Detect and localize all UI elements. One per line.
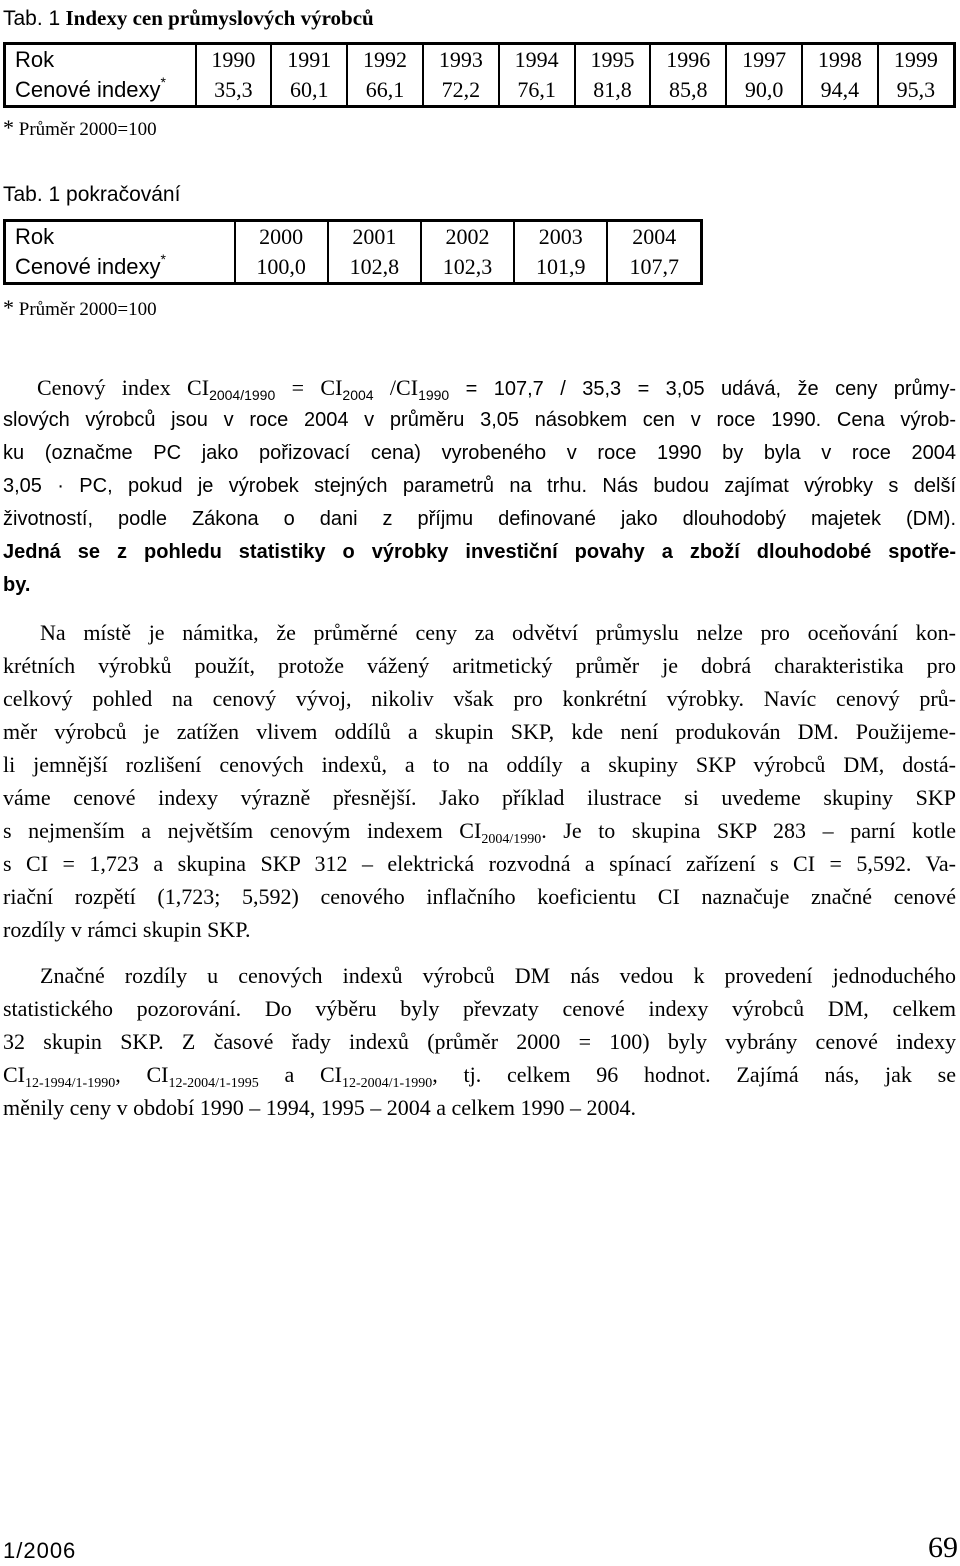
text-line: krétních výrobků použít, protože vážený aritmetický průměr je dobrá charakteristika pro (3, 653, 956, 678)
text-line: s CI = 1,723 a skupina SKP 312 – elektrická rozvodná a spínací zařízení s CI = 5,592. Va- (3, 851, 956, 876)
table1 (3, 42, 956, 108)
table1-row-index (5, 75, 955, 107)
table2-row-index (5, 252, 702, 284)
table2-cell: 2002 (421, 221, 514, 253)
text-line: slových výrobců jsou v roce 2004 v průměru 3,05 násobkem cen v roce 1990. Cena výrob- (3, 409, 956, 431)
table1-cell: 85,8 (650, 75, 726, 107)
text-line: statistického pozorování. Do výběru byly převzaty cenové indexy výrobců DM, celkem (3, 996, 956, 1021)
table1-caption-title: Indexy cen průmyslových výrobců (65, 6, 374, 30)
table2-note: * Průměr 2000=100 (3, 295, 157, 320)
text-line: 32 skupin SKP. Z časové řady indexů (průměr 2000 = 100) byly vybrány cenové indexy (3, 1029, 956, 1054)
table2-cell: 2004 (607, 221, 701, 253)
table1-cell: 1991 (271, 44, 347, 76)
table1-cell: 1998 (802, 44, 878, 76)
table1-cell: 81,8 (575, 75, 651, 107)
table2-cell: 102,3 (421, 252, 514, 284)
issue-number: 1/2006 (3, 1538, 77, 1563)
table1-cell: 1999 (878, 44, 955, 76)
text-line: měnily ceny v období 1990 – 1994, 1995 – 2004 a celkem 1990 – 2004. (3, 1095, 637, 1120)
text-line: li jemnější rozlišení cenových indexů, a to na oddíly a skupiny SKP výrobců DM, dostá- (3, 752, 956, 777)
text-line: Jedná se z pohledu statistiky o výrobky investiční povahy a zboží dlouhodobé spotře- (3, 541, 956, 563)
table1-cell: 94,4 (802, 75, 878, 107)
paragraph-2 (3, 616, 956, 946)
text-line: ku (označme PC jako pořizovací cena) vyrobeného v roce 1990 by byla v roce 2004 (3, 442, 956, 464)
paragraph-1 (3, 371, 956, 602)
table1-row-label: Rok (15, 47, 55, 72)
text-line: $CI_{12-1994/1-1990}$, $CI_{12-2004/1-1995}$ a $CI_{12-2004/1-1990}$, tj. celkem 96 hodnot. Zajímá nás, jak se (3, 1062, 956, 1091)
table1-cell: 35,3 (196, 75, 272, 107)
table1-cell: 1993 (423, 44, 499, 76)
table1-caption-prefix: Tab. 1 (3, 7, 61, 30)
text-line: měr výrobců je zatížen vlivem oddílů a skupin SKP, kde není produkován DM. Použijeme- (3, 719, 956, 744)
table2-cell: 100,0 (235, 252, 328, 284)
table1-cell: 1992 (347, 44, 423, 76)
table1-cell: 60,1 (271, 75, 347, 107)
table2 (3, 219, 703, 285)
page-number: 69 (928, 1531, 958, 1564)
table1-cell: 1990 (196, 44, 272, 76)
table2-cell: 102,8 (328, 252, 421, 284)
table1-cell: 95,3 (878, 75, 955, 107)
table2-row-label: Rok (15, 224, 55, 249)
table2-cell: 107,7 (607, 252, 701, 284)
table1-cell: 90,0 (726, 75, 802, 107)
table2-row-label: Cenové indexy* (15, 250, 166, 279)
text-line: váme cenové indexy výrazně přesnější. Jako příklad ilustrace si uvedeme skupiny SKP (3, 785, 956, 810)
table1-cell: 66,1 (347, 75, 423, 107)
table1-row-year (5, 44, 955, 76)
table1-cell: 76,1 (499, 75, 575, 107)
text-line: životností, podle Zákona o dani z příjmu definované jako dlouhodobý majetek (DM). (3, 508, 956, 530)
text-line: by. (3, 574, 31, 596)
text-line: s nejmenším a největším cenovým indexem $CI_{2004/1990}$. Je to skupina SKP 283 – parní kotle (3, 818, 956, 847)
table2-cell: 2000 (235, 221, 328, 253)
table1-cell: 1996 (650, 44, 726, 76)
text-line: Cenový index $CI_{2004/1990} = CI_{2004}$ $/CI_{1990} = 107,7 / 35,3 = 3,05$ udává, že ceny průmy- (37, 375, 956, 403)
table1-cell: 1997 (726, 44, 802, 76)
text-line: Na místě je námitka, že průměrné ceny za odvětví průmyslu nelze pro oceňování kon- (40, 620, 956, 645)
text-line: riační rozpětí (1,723; 5,592) cenového inflačního koeficientu CI naznačuje značné cenové (3, 884, 956, 909)
text-line: celkový pohled na cenový vývoj, nikoliv však pro konkrétní výrobky. Navíc cenový prů- (3, 686, 956, 711)
table1-caption (3, 5, 374, 32)
text-line: rozdíly v rámci skupin SKP. (3, 917, 251, 942)
table2-cell: 2001 (328, 221, 421, 253)
table1-cell: 72,2 (423, 75, 499, 107)
table2-cell: 101,9 (514, 252, 607, 284)
text-line: 3,05 · PC, pokud je výrobek stejných parametrů na trhu. Nás budou zajímat výrobky s delší (3, 475, 956, 497)
table2-caption: Tab. 1 pokračování (3, 183, 181, 206)
table1-cell: 1995 (575, 44, 651, 76)
text-line: Značné rozdíly u cenových indexů výrobců DM nás vedou k provedení jednoduchého (40, 963, 956, 988)
table1-row-label: Cenové indexy* (15, 73, 166, 102)
table1-cell: 1994 (499, 44, 575, 76)
table2-row-year (5, 221, 702, 253)
paragraph-3 (3, 959, 956, 1124)
table2-cell: 2003 (514, 221, 607, 253)
table1-note: * Průměr 2000=100 (3, 115, 157, 140)
